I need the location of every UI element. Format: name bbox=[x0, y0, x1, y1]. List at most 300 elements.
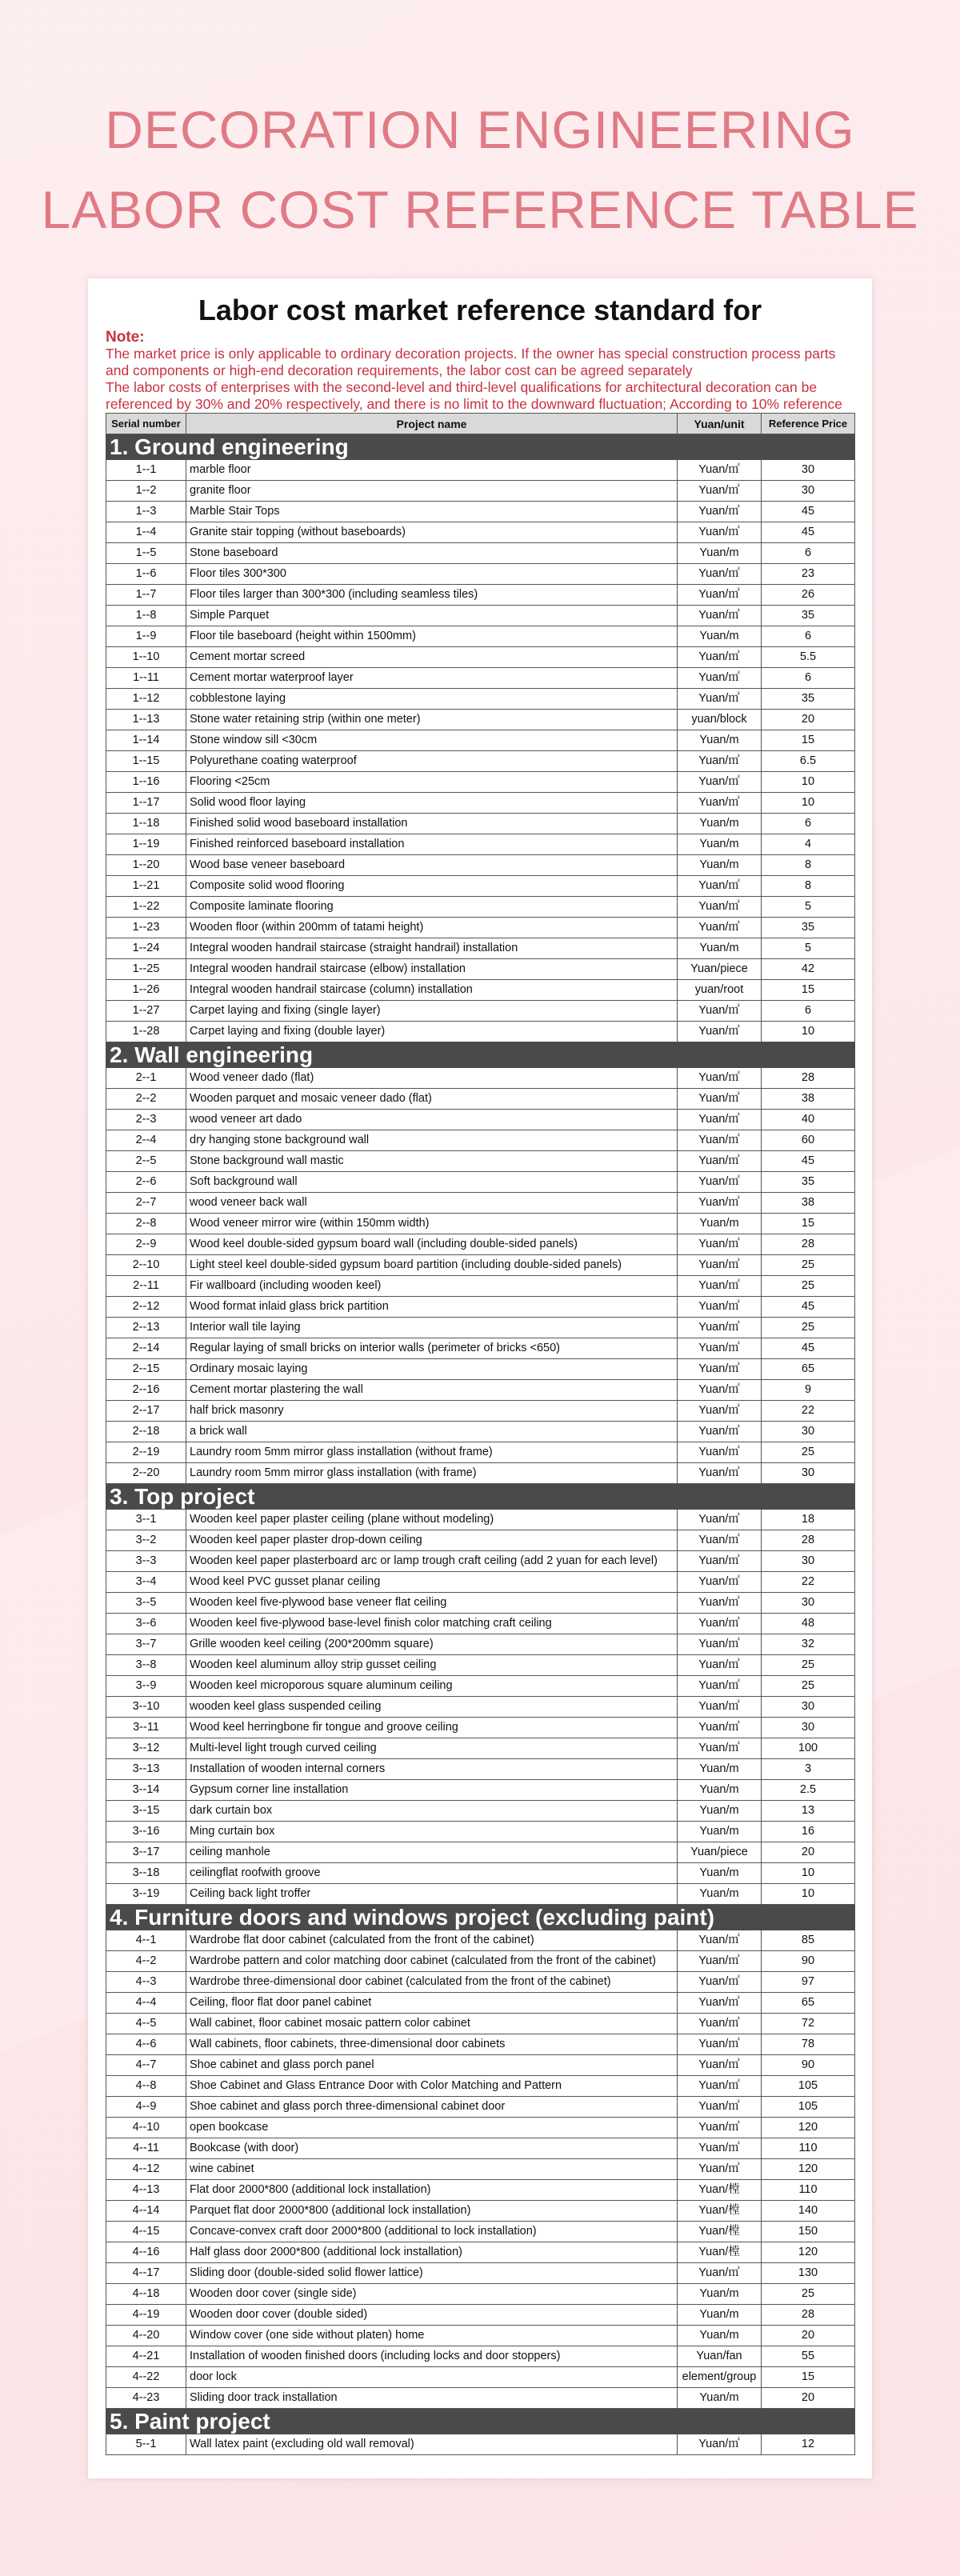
serial-number-cell: 4--16 bbox=[106, 2242, 186, 2263]
unit-cell: Yuan/㎡ bbox=[678, 1530, 762, 1551]
table-row bbox=[106, 1551, 855, 1572]
unit-cell: Yuan/㎡ bbox=[678, 772, 762, 793]
unit-cell: yuan/root bbox=[678, 980, 762, 1001]
project-name-cell: Shoe cabinet and glass porch three-dimensional cabinet door bbox=[186, 2097, 678, 2118]
unit-cell: Yuan/m bbox=[678, 834, 762, 855]
table-body bbox=[106, 434, 855, 2455]
unit-cell: Yuan/㎡ bbox=[678, 1172, 762, 1193]
unit-cell: Yuan/㎡ bbox=[678, 1130, 762, 1151]
serial-number-cell: 4--8 bbox=[106, 2076, 186, 2097]
serial-number-cell: 2--8 bbox=[106, 1214, 186, 1234]
serial-number-cell: 1--24 bbox=[106, 938, 186, 959]
serial-number-cell: 3--9 bbox=[106, 1676, 186, 1697]
table-row bbox=[106, 2055, 855, 2076]
table-row bbox=[106, 2242, 855, 2263]
table-row bbox=[106, 2284, 855, 2305]
serial-number-cell: 3--8 bbox=[106, 1655, 186, 1676]
table-row bbox=[106, 1572, 855, 1593]
project-name-cell: ceilingflat roofwith groove bbox=[186, 1863, 678, 1884]
reference-price-cell: 85 bbox=[762, 1930, 855, 1951]
reference-price-cell: 97 bbox=[762, 1972, 855, 1993]
unit-cell: Yuan/㎡ bbox=[678, 1001, 762, 1022]
table-row bbox=[106, 606, 855, 626]
serial-number-cell: 3--7 bbox=[106, 1634, 186, 1655]
serial-number-cell: 1--5 bbox=[106, 543, 186, 564]
reference-price-cell: 25 bbox=[762, 1676, 855, 1697]
unit-cell: Yuan/㎡ bbox=[678, 2159, 762, 2180]
serial-number-cell: 4--14 bbox=[106, 2201, 186, 2222]
project-name-cell: Wooden floor (within 200mm of tatami height) bbox=[186, 918, 678, 938]
table-row bbox=[106, 1951, 855, 1972]
unit-cell: Yuan/m bbox=[678, 1780, 762, 1801]
project-name-cell: Carpet laying and fixing (double layer) bbox=[186, 1022, 678, 1042]
serial-number-cell: 4--17 bbox=[106, 2263, 186, 2284]
serial-number-cell: 4--22 bbox=[106, 2367, 186, 2388]
serial-number-cell: 2--7 bbox=[106, 1193, 186, 1214]
reference-price-cell: 18 bbox=[762, 1510, 855, 1530]
serial-number-cell: 1--19 bbox=[106, 834, 186, 855]
project-name-cell: wood veneer back wall bbox=[186, 1193, 678, 1214]
project-name-cell: Stone baseboard bbox=[186, 543, 678, 564]
project-name-cell: Wood keel herringbone fir tongue and groove ceiling bbox=[186, 1718, 678, 1738]
serial-number-cell: 1--2 bbox=[106, 481, 186, 502]
serial-number-cell: 4--10 bbox=[106, 2118, 186, 2138]
table-row bbox=[106, 1863, 855, 1884]
project-name-cell: wine cabinet bbox=[186, 2159, 678, 2180]
reference-price-cell: 6 bbox=[762, 626, 855, 647]
unit-cell: Yuan/m bbox=[678, 1759, 762, 1780]
unit-cell: Yuan/㎡ bbox=[678, 1614, 762, 1634]
reference-price-cell: 25 bbox=[762, 1442, 855, 1463]
reference-price-cell: 22 bbox=[762, 1572, 855, 1593]
project-name-cell: Interior wall tile laying bbox=[186, 1318, 678, 1338]
unit-cell: Yuan/㎡ bbox=[678, 1463, 762, 1484]
table-row bbox=[106, 585, 855, 606]
unit-cell: element/group bbox=[678, 2367, 762, 2388]
unit-cell: Yuan/㎡ bbox=[678, 1572, 762, 1593]
reference-price-cell: 48 bbox=[762, 1614, 855, 1634]
reference-price-cell: 32 bbox=[762, 1634, 855, 1655]
project-name-cell: Cement mortar waterproof layer bbox=[186, 668, 678, 689]
project-name-cell: Ceiling back light troffer bbox=[186, 1884, 678, 1905]
project-name-cell: Composite solid wood flooring bbox=[186, 876, 678, 897]
table-row bbox=[106, 1822, 855, 1842]
reference-price-cell: 35 bbox=[762, 606, 855, 626]
serial-number-cell: 2--5 bbox=[106, 1151, 186, 1172]
table-row bbox=[106, 1338, 855, 1359]
table-row bbox=[106, 668, 855, 689]
serial-number-cell: 1--8 bbox=[106, 606, 186, 626]
project-name-cell: Marble Stair Tops bbox=[186, 502, 678, 522]
unit-cell: Yuan/㎡ bbox=[678, 918, 762, 938]
reference-price-cell: 25 bbox=[762, 2284, 855, 2305]
reference-price-cell: 10 bbox=[762, 1863, 855, 1884]
table-row bbox=[106, 1068, 855, 1089]
table-row bbox=[106, 1401, 855, 1422]
table-row bbox=[106, 1463, 855, 1484]
unit-cell: Yuan/㎡ bbox=[678, 668, 762, 689]
reference-price-cell: 2.5 bbox=[762, 1780, 855, 1801]
unit-cell: Yuan/㎡ bbox=[678, 1697, 762, 1718]
table-row bbox=[106, 1193, 855, 1214]
section-header-row bbox=[106, 2409, 855, 2434]
serial-number-cell: 1--12 bbox=[106, 689, 186, 710]
table-row bbox=[106, 2434, 855, 2455]
reference-price-cell: 20 bbox=[762, 2326, 855, 2346]
project-name-cell: Stone water retaining strip (within one meter) bbox=[186, 710, 678, 730]
reference-price-cell: 10 bbox=[762, 1884, 855, 1905]
serial-number-cell: 3--14 bbox=[106, 1780, 186, 1801]
project-name-cell: Wood base veneer baseboard bbox=[186, 855, 678, 876]
serial-number-cell: 2--12 bbox=[106, 1297, 186, 1318]
unit-cell: Yuan/樘 bbox=[678, 2242, 762, 2263]
unit-cell: Yuan/m bbox=[678, 1214, 762, 1234]
unit-cell: Yuan/piece bbox=[678, 959, 762, 980]
unit-cell: Yuan/m bbox=[678, 2284, 762, 2305]
page-title-line-1: DECORATION ENGINEERING bbox=[105, 100, 855, 159]
reference-price-cell: 5 bbox=[762, 897, 855, 918]
table-row bbox=[106, 1255, 855, 1276]
reference-price-cell: 45 bbox=[762, 1338, 855, 1359]
table-row bbox=[106, 2222, 855, 2242]
note-text-1: The market price is only applicable to ordinary decoration projects. If the owner has special construction process parts and components or high-end decoration requirements, the labor cost can be agreed separately bbox=[106, 346, 836, 378]
section-header-row bbox=[106, 1484, 855, 1510]
table-row bbox=[106, 2138, 855, 2159]
table-row bbox=[106, 1172, 855, 1193]
unit-cell: Yuan/㎡ bbox=[678, 1442, 762, 1463]
table-row bbox=[106, 1001, 855, 1022]
unit-cell: Yuan/m bbox=[678, 2388, 762, 2409]
reference-price-cell: 38 bbox=[762, 1089, 855, 1110]
table-row bbox=[106, 1593, 855, 1614]
project-name-cell: wooden keel glass suspended ceiling bbox=[186, 1697, 678, 1718]
sheet-title: Labor cost market reference standard for bbox=[198, 294, 762, 326]
project-name-cell: Installation of wooden internal corners bbox=[186, 1759, 678, 1780]
serial-number-cell: 5--1 bbox=[106, 2434, 186, 2455]
table-row bbox=[106, 918, 855, 938]
reference-price-cell: 10 bbox=[762, 772, 855, 793]
unit-cell: Yuan/m bbox=[678, 1801, 762, 1822]
table-row bbox=[106, 897, 855, 918]
unit-cell: Yuan/㎡ bbox=[678, 1930, 762, 1951]
reference-price-cell: 35 bbox=[762, 918, 855, 938]
unit-cell: Yuan/㎡ bbox=[678, 1193, 762, 1214]
project-name-cell: Flooring <25cm bbox=[186, 772, 678, 793]
unit-cell: Yuan/m bbox=[678, 2326, 762, 2346]
unit-cell: Yuan/樘 bbox=[678, 2222, 762, 2242]
project-name-cell: Multi-level light trough curved ceiling bbox=[186, 1738, 678, 1759]
project-name-cell: Flat door 2000*800 (additional lock installation) bbox=[186, 2180, 678, 2201]
project-name-cell: Half glass door 2000*800 (additional lock installation) bbox=[186, 2242, 678, 2263]
reference-price-cell: 55 bbox=[762, 2346, 855, 2367]
section-header-row bbox=[106, 1042, 855, 1068]
project-name-cell: Wood keel PVC gusset planar ceiling bbox=[186, 1572, 678, 1593]
project-name-cell: Cement mortar screed bbox=[186, 647, 678, 668]
reference-price-cell: 15 bbox=[762, 1214, 855, 1234]
unit-cell: Yuan/㎡ bbox=[678, 2434, 762, 2455]
table-row bbox=[106, 626, 855, 647]
project-name-cell: Polyurethane coating waterproof bbox=[186, 751, 678, 772]
unit-cell: Yuan/㎡ bbox=[678, 647, 762, 668]
unit-cell: Yuan/㎡ bbox=[678, 1634, 762, 1655]
project-name-cell: Gypsum corner line installation bbox=[186, 1780, 678, 1801]
table-row bbox=[106, 876, 855, 897]
table-row bbox=[106, 1442, 855, 1463]
table-row bbox=[106, 1422, 855, 1442]
unit-cell: Yuan/㎡ bbox=[678, 1359, 762, 1380]
reference-price-cell: 10 bbox=[762, 793, 855, 814]
reference-price-cell: 6 bbox=[762, 1001, 855, 1022]
project-name-cell: Finished solid wood baseboard installation bbox=[186, 814, 678, 834]
table-row bbox=[106, 1110, 855, 1130]
serial-number-cell: 3--15 bbox=[106, 1801, 186, 1822]
serial-number-cell: 1--1 bbox=[106, 460, 186, 481]
table-row bbox=[106, 1759, 855, 1780]
serial-number-cell: 3--11 bbox=[106, 1718, 186, 1738]
table-row bbox=[106, 1022, 855, 1042]
table-row bbox=[106, 2076, 855, 2097]
project-name-cell: Wardrobe flat door cabinet (calculated from the front of the cabinet) bbox=[186, 1930, 678, 1951]
serial-number-cell: 3--1 bbox=[106, 1510, 186, 1530]
reference-price-cell: 5.5 bbox=[762, 647, 855, 668]
table-row bbox=[106, 502, 855, 522]
reference-price-cell: 105 bbox=[762, 2076, 855, 2097]
serial-number-cell: 4--9 bbox=[106, 2097, 186, 2118]
serial-number-cell: 4--6 bbox=[106, 2034, 186, 2055]
header-serial: Serial number bbox=[106, 414, 186, 434]
reference-price-cell: 25 bbox=[762, 1255, 855, 1276]
table-row bbox=[106, 1234, 855, 1255]
project-name-cell: Wooden keel microporous square aluminum ceiling bbox=[186, 1676, 678, 1697]
unit-cell: Yuan/樘 bbox=[678, 2201, 762, 2222]
unit-cell: Yuan/㎡ bbox=[678, 751, 762, 772]
reference-price-cell: 35 bbox=[762, 689, 855, 710]
unit-cell: Yuan/㎡ bbox=[678, 876, 762, 897]
serial-number-cell: 2--4 bbox=[106, 1130, 186, 1151]
unit-cell: Yuan/㎡ bbox=[678, 1593, 762, 1614]
reference-price-cell: 120 bbox=[762, 2242, 855, 2263]
table-header-row bbox=[106, 414, 855, 434]
serial-number-cell: 4--12 bbox=[106, 2159, 186, 2180]
unit-cell: Yuan/㎡ bbox=[678, 522, 762, 543]
unit-cell: Yuan/㎡ bbox=[678, 1297, 762, 1318]
serial-number-cell: 3--4 bbox=[106, 1572, 186, 1593]
serial-number-cell: 4--20 bbox=[106, 2326, 186, 2346]
serial-number-cell: 4--18 bbox=[106, 2284, 186, 2305]
project-name-cell: Wall cabinets, floor cabinets, three-dimensional door cabinets bbox=[186, 2034, 678, 2055]
reference-price-cell: 78 bbox=[762, 2034, 855, 2055]
header-unit: Yuan/unit bbox=[678, 414, 762, 434]
table-row bbox=[106, 1780, 855, 1801]
project-name-cell: Wooden keel aluminum alloy strip gusset ceiling bbox=[186, 1655, 678, 1676]
page-title-line-2: LABOR COST REFERENCE TABLE bbox=[41, 180, 919, 239]
section-title: 5. Paint project bbox=[106, 2409, 855, 2434]
reference-price-cell: 100 bbox=[762, 1738, 855, 1759]
unit-cell: Yuan/㎡ bbox=[678, 1993, 762, 2014]
project-name-cell: half brick masonry bbox=[186, 1401, 678, 1422]
serial-number-cell: 1--28 bbox=[106, 1022, 186, 1042]
reference-price-cell: 65 bbox=[762, 1359, 855, 1380]
project-name-cell: Sliding door (double-sided solid flower lattice) bbox=[186, 2263, 678, 2284]
serial-number-cell: 1--18 bbox=[106, 814, 186, 834]
table-row bbox=[106, 1884, 855, 1905]
serial-number-cell: 4--7 bbox=[106, 2055, 186, 2076]
serial-number-cell: 1--6 bbox=[106, 564, 186, 585]
table-row bbox=[106, 938, 855, 959]
project-name-cell: Wall cabinet, floor cabinet mosaic pattern color cabinet bbox=[186, 2014, 678, 2034]
unit-cell: Yuan/樘 bbox=[678, 2180, 762, 2201]
table-row bbox=[106, 1676, 855, 1697]
serial-number-cell: 4--2 bbox=[106, 1951, 186, 1972]
reference-price-cell: 28 bbox=[762, 1530, 855, 1551]
serial-number-cell: 2--17 bbox=[106, 1401, 186, 1422]
table-row bbox=[106, 522, 855, 543]
page-title bbox=[0, 90, 960, 250]
unit-cell: Yuan/㎡ bbox=[678, 1510, 762, 1530]
unit-cell: Yuan/㎡ bbox=[678, 460, 762, 481]
table-row bbox=[106, 460, 855, 481]
unit-cell: Yuan/㎡ bbox=[678, 1338, 762, 1359]
table-row bbox=[106, 1276, 855, 1297]
table-row bbox=[106, 2034, 855, 2055]
project-name-cell: Wooden door cover (single side) bbox=[186, 2284, 678, 2305]
reference-price-cell: 30 bbox=[762, 1697, 855, 1718]
table-row bbox=[106, 730, 855, 751]
table-row bbox=[106, 1151, 855, 1172]
header-project: Project name bbox=[186, 414, 678, 434]
table-row bbox=[106, 1655, 855, 1676]
table-row bbox=[106, 814, 855, 834]
table-row bbox=[106, 689, 855, 710]
unit-cell: Yuan/㎡ bbox=[678, 2118, 762, 2138]
reference-price-cell: 30 bbox=[762, 1593, 855, 1614]
reference-price-cell: 45 bbox=[762, 1151, 855, 1172]
reference-price-cell: 5 bbox=[762, 938, 855, 959]
unit-cell: Yuan/m bbox=[678, 626, 762, 647]
reference-price-cell: 42 bbox=[762, 959, 855, 980]
unit-cell: Yuan/㎡ bbox=[678, 1738, 762, 1759]
project-name-cell: a brick wall bbox=[186, 1422, 678, 1442]
reference-price-cell: 65 bbox=[762, 1993, 855, 2014]
reference-price-cell: 28 bbox=[762, 1234, 855, 1255]
reference-price-cell: 45 bbox=[762, 522, 855, 543]
unit-cell: Yuan/㎡ bbox=[678, 1422, 762, 1442]
project-name-cell: marble floor bbox=[186, 460, 678, 481]
serial-number-cell: 1--20 bbox=[106, 855, 186, 876]
serial-number-cell: 2--1 bbox=[106, 1068, 186, 1089]
reference-price-cell: 30 bbox=[762, 460, 855, 481]
project-name-cell: Ceiling, floor flat door panel cabinet bbox=[186, 1993, 678, 2014]
serial-number-cell: 1--22 bbox=[106, 897, 186, 918]
unit-cell: Yuan/m bbox=[678, 543, 762, 564]
reference-price-cell: 28 bbox=[762, 2305, 855, 2326]
serial-number-cell: 1--26 bbox=[106, 980, 186, 1001]
unit-cell: Yuan/㎡ bbox=[678, 1318, 762, 1338]
reference-price-cell: 26 bbox=[762, 585, 855, 606]
serial-number-cell: 4--11 bbox=[106, 2138, 186, 2159]
project-name-cell: Integral wooden handrail staircase (straight handrail) installation bbox=[186, 938, 678, 959]
reference-price-cell: 38 bbox=[762, 1193, 855, 1214]
project-name-cell: Wardrobe three-dimensional door cabinet (calculated from the front of the cabinet) bbox=[186, 1972, 678, 1993]
reference-price-cell: 13 bbox=[762, 1801, 855, 1822]
unit-cell: Yuan/㎡ bbox=[678, 1089, 762, 1110]
serial-number-cell: 2--18 bbox=[106, 1422, 186, 1442]
unit-cell: Yuan/㎡ bbox=[678, 564, 762, 585]
table-row bbox=[106, 2180, 855, 2201]
project-name-cell: Wooden keel five-plywood base-level finish color matching craft ceiling bbox=[186, 1614, 678, 1634]
serial-number-cell: 4--4 bbox=[106, 1993, 186, 2014]
table-row bbox=[106, 2326, 855, 2346]
unit-cell: Yuan/m bbox=[678, 1884, 762, 1905]
reference-price-cell: 15 bbox=[762, 980, 855, 1001]
reference-price-cell: 8 bbox=[762, 876, 855, 897]
table-row bbox=[106, 1738, 855, 1759]
table-row bbox=[106, 2388, 855, 2409]
project-name-cell: Composite laminate flooring bbox=[186, 897, 678, 918]
serial-number-cell: 4--3 bbox=[106, 1972, 186, 1993]
serial-number-cell: 3--5 bbox=[106, 1593, 186, 1614]
project-name-cell: Wood veneer dado (flat) bbox=[186, 1068, 678, 1089]
serial-number-cell: 3--18 bbox=[106, 1863, 186, 1884]
project-name-cell: Wooden keel paper plaster ceiling (plane without modeling) bbox=[186, 1510, 678, 1530]
table-row bbox=[106, 2346, 855, 2367]
unit-cell: Yuan/㎡ bbox=[678, 481, 762, 502]
reference-price-cell: 25 bbox=[762, 1276, 855, 1297]
serial-number-cell: 4--15 bbox=[106, 2222, 186, 2242]
project-name-cell: Wooden parquet and mosaic veneer dado (flat) bbox=[186, 1089, 678, 1110]
unit-cell: Yuan/m bbox=[678, 2305, 762, 2326]
section-title: 3. Top project bbox=[106, 1484, 855, 1510]
reference-price-cell: 110 bbox=[762, 2180, 855, 2201]
project-name-cell: cobblestone laying bbox=[186, 689, 678, 710]
table-row bbox=[106, 1697, 855, 1718]
table-row bbox=[106, 1214, 855, 1234]
table-row bbox=[106, 2367, 855, 2388]
reference-price-cell: 6 bbox=[762, 814, 855, 834]
table-row bbox=[106, 564, 855, 585]
spreadsheet bbox=[106, 291, 854, 2455]
serial-number-cell: 2--15 bbox=[106, 1359, 186, 1380]
project-name-cell: Installation of wooden finished doors (including locks and door stoppers) bbox=[186, 2346, 678, 2367]
reference-price-cell: 60 bbox=[762, 1130, 855, 1151]
project-name-cell: Shoe cabinet and glass porch panel bbox=[186, 2055, 678, 2076]
table-row bbox=[106, 2201, 855, 2222]
reference-price-cell: 105 bbox=[762, 2097, 855, 2118]
table-row bbox=[106, 1614, 855, 1634]
reference-price-cell: 8 bbox=[762, 855, 855, 876]
table-row bbox=[106, 1130, 855, 1151]
reference-price-cell: 45 bbox=[762, 502, 855, 522]
serial-number-cell: 1--17 bbox=[106, 793, 186, 814]
table-row bbox=[106, 1634, 855, 1655]
unit-cell: Yuan/piece bbox=[678, 1842, 762, 1863]
reference-price-cell: 30 bbox=[762, 1718, 855, 1738]
project-name-cell: Granite stair topping (without baseboards) bbox=[186, 522, 678, 543]
serial-number-cell: 1--4 bbox=[106, 522, 186, 543]
table-row bbox=[106, 647, 855, 668]
unit-cell: Yuan/㎡ bbox=[678, 897, 762, 918]
serial-number-cell: 2--20 bbox=[106, 1463, 186, 1484]
table-row bbox=[106, 980, 855, 1001]
serial-number-cell: 4--5 bbox=[106, 2014, 186, 2034]
unit-cell: Yuan/㎡ bbox=[678, 2263, 762, 2284]
table-row bbox=[106, 2014, 855, 2034]
table-row bbox=[106, 543, 855, 564]
unit-cell: Yuan/㎡ bbox=[678, 1972, 762, 1993]
project-name-cell: Shoe Cabinet and Glass Entrance Door with Color Matching and Pattern bbox=[186, 2076, 678, 2097]
project-name-cell: Stone window sill <30cm bbox=[186, 730, 678, 751]
unit-cell: Yuan/m bbox=[678, 1822, 762, 1842]
